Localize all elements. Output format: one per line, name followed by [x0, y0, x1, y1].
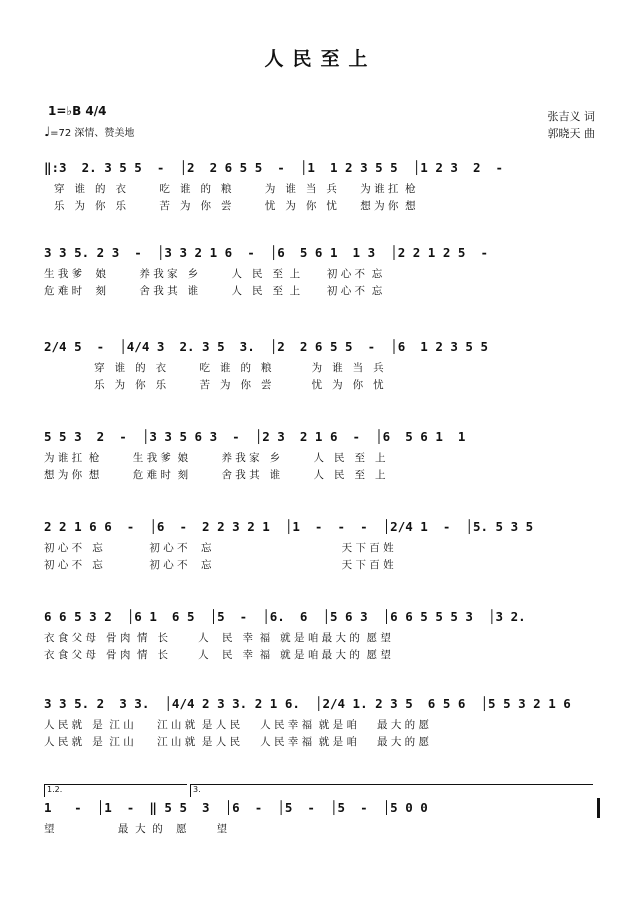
lyric-verse-2: 乐 为 你 乐 苦 为 你 尝 忧 为 你 忧: [44, 379, 384, 391]
key-signature: 1=♭B 4/4: [48, 104, 107, 118]
notation-line: 3 3 5. 2 3 3. │4/4 2 3 3. 2 1 6. │2/4 1. 2 3 5 6 5 6 │5 5 3 2 1 6: [44, 696, 571, 711]
lyric-verse-1: 人 民 就 是 江 山 江 山 就 是 人 民 人 民 幸 福 就 是 咱 最 大 的 愿: [44, 719, 430, 731]
lyric-verse-1: 初 心 不 忘 初 心 不 忘 天 下 百 姓: [44, 542, 394, 554]
notation-line: 1 - │1 - ‖ 5 5 3 │6 - │5 - │5 - │5 0 0: [44, 800, 428, 815]
score-system-3: [44, 336, 600, 396]
notation-line: 2/4 5 - │4/4 3 2. 3 5 3. │2 2 6 5 5 - │6 1 2 3 5 5: [44, 339, 489, 354]
lyric-verse-2: 初 心 不 忘 初 心 不 忘 天 下 百 姓: [44, 559, 394, 571]
tempo-marking: [44, 124, 134, 140]
notation-line: 6 6 5 3 2 │6 1 6 5 │5 - │6. 6 │5 6 3 │6 6 5 5 5 3 │3 2.: [44, 609, 526, 624]
lyric-verse-1: 为 谁 扛 枪 生 我 爹 娘 养 我 家 乡 人 民 至 上: [44, 452, 386, 464]
lyric-verse-1: 望 最 大 的 愿 望: [44, 823, 228, 835]
score-system-4: [44, 426, 600, 486]
lyricist-credit: 张吉义 词: [547, 110, 595, 123]
quarter-note-icon: ♩: [44, 125, 51, 140]
composer-credit: 郭晓天 曲: [547, 127, 595, 140]
lyric-verse-1: 生 我 爹 娘 养 我 家 乡 人 民 至 上 初 心 不 忘: [44, 268, 383, 280]
score-system-8: [44, 785, 600, 857]
score-system-5: [44, 516, 600, 576]
lyric-verse-1: 穿 谁 的 衣 吃 谁 的 粮 为 谁 当 兵: [44, 362, 384, 374]
score-system-1: [44, 157, 600, 217]
notation-line: 3 3 5. 2 3 - │3 3 2 1 6 - │6 5 6 1 1 3 │2 2 1 2 5 -: [44, 245, 489, 260]
lyric-verse-2: 危 难 时 刻 舍 我 其 谁 人 民 至 上 初 心 不 忘: [44, 285, 383, 297]
third-ending-bracket: 3.: [190, 784, 593, 797]
lyric-verse-1: 穿 谁 的 衣 吃 谁 的 粮 为 谁 当 兵 为 谁 扛 枪: [44, 183, 416, 195]
lyric-verse-2: 想 为 你 想 危 难 时 刻 舍 我 其 谁 人 民 至 上: [44, 469, 386, 481]
score-system-2: [44, 242, 600, 302]
lyric-verse-2: 衣 食 父 母 骨 肉 情 长 人 民 幸 福 就 是 咱 最 大 的 愿 望: [44, 649, 391, 661]
lyric-verse-2: [44, 838, 600, 854]
lyric-verse-1: 衣 食 父 母 骨 肉 情 长 人 民 幸 福 就 是 咱 最 大 的 愿 望: [44, 632, 391, 644]
notation-line: 2 2 1 6 6 - │6 - 2 2 3 2 1 │1 - - - │2/4 1 - │5. 5 3 5: [44, 519, 534, 534]
lyric-verse-2: 乐 为 你 乐 苦 为 你 尝 忧 为 你 忧 想 为 你 想: [44, 200, 416, 212]
notation-line: 5 5 3 2 - │3 3 5 6 3 - │2 3 2 1 6 - │6 5 6 1 1: [44, 429, 466, 444]
score-system-7: [44, 693, 600, 753]
tempo-text: =72 深情、赞美地: [50, 128, 135, 139]
lyric-verse-2: 人 民 就 是 江 山 江 山 就 是 人 民 人 民 幸 福 就 是 咱 最 大 的 愿: [44, 736, 430, 748]
final-barline: [597, 798, 600, 818]
song-title: 人民至上: [264, 48, 377, 70]
notation-line: ‖:3 2. 3 5 5 - │2 2 6 5 5 - │1 1 2 3 5 5 │1 2 3 2 -: [44, 160, 504, 175]
first-ending-bracket: 1.2.: [44, 784, 187, 797]
score-system-6: [44, 606, 600, 666]
